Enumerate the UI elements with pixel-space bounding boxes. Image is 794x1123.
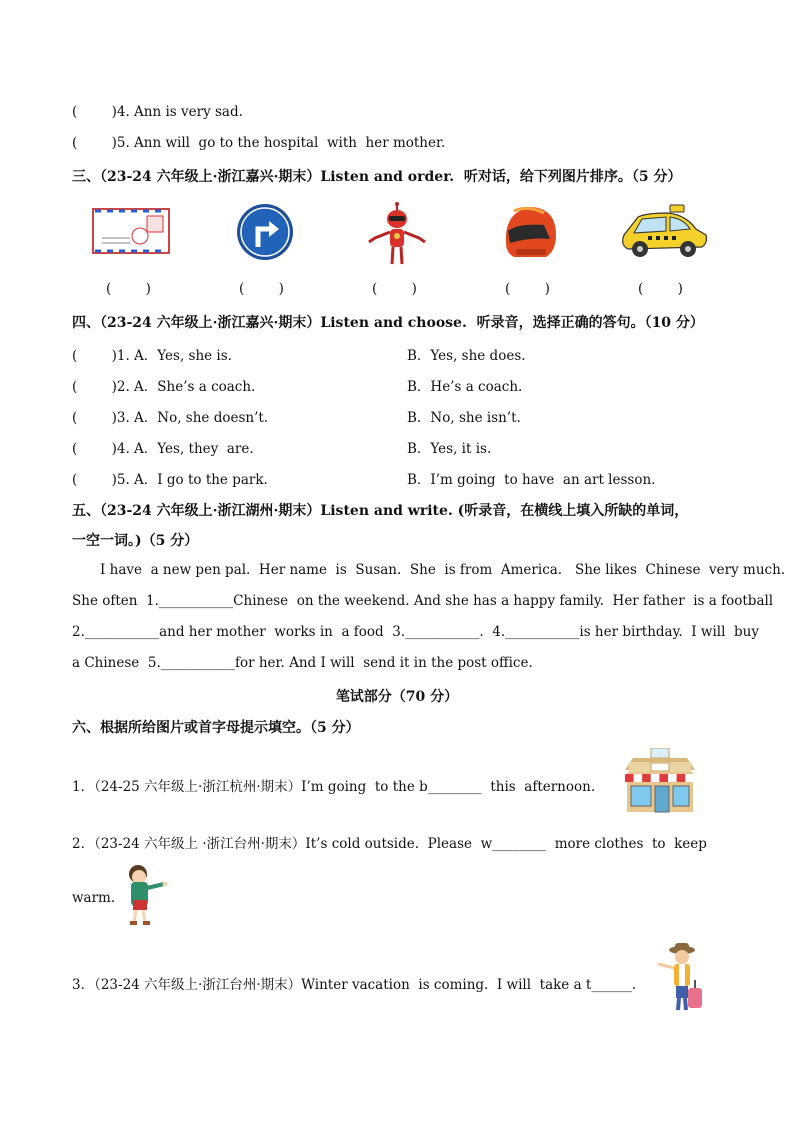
order-blank-4[interactable]: ( ) bbox=[505, 281, 550, 297]
girl-icon bbox=[120, 862, 170, 928]
passage-line-1: I have a new pen pal. Her name is Susan. She is from America. She likes Chinese very much. bbox=[100, 562, 786, 578]
question-5: ( )5. Ann will go to the hospital with her mother. bbox=[72, 135, 446, 151]
s4-q1-option-b: B．Yes, she does. bbox=[407, 348, 526, 364]
order-blank-1[interactable]: ( ) bbox=[106, 281, 151, 297]
section-6-heading: 六、根据所给图片或首字母提示填空。（5 分） bbox=[72, 720, 360, 736]
section-3-heading: 三、（23-24 六年级上·浙江嘉兴·期末）Listen and order. 听对话，给下列图片排序。（5 分） bbox=[72, 169, 682, 185]
passage-line-4: a Chinese 5.___________for her. And I will send it in the post office. bbox=[72, 655, 533, 671]
section-5-heading-line-1: 五、（23-24 六年级上·浙江湖州·期末）Listen and write. (听录音，在横线上填入所缺的单词， bbox=[72, 503, 689, 519]
s4-q4-option-a: ( )4. A．Yes, they are. bbox=[72, 441, 254, 457]
s4-q4-option-b: B．Yes, it is. bbox=[407, 441, 492, 457]
s6-question-2-line-1: 2．（23-24 六年级上 ·浙江台州·期末）It’s cold outside. Please w________ more clothes to keep bbox=[72, 836, 707, 852]
robot-icon bbox=[365, 202, 429, 268]
order-blank-2[interactable]: ( ) bbox=[239, 281, 284, 297]
helmet-icon bbox=[500, 203, 560, 261]
order-blank-3[interactable]: ( ) bbox=[372, 281, 417, 297]
bookstore-icon bbox=[621, 748, 699, 814]
s4-q2-option-b: B．He’s a coach. bbox=[407, 379, 523, 395]
s6-question-1: 1．（24-25 六年级上·浙江杭州·期末）I’m going to the b________ this afternoon. bbox=[72, 779, 596, 795]
turn-right-sign-icon bbox=[236, 203, 294, 261]
s4-q2-option-a: ( )2. A．She’s a coach. bbox=[72, 379, 256, 395]
s4-q3-option-b: B．No, she isn’t. bbox=[407, 410, 521, 426]
order-blank-5[interactable]: ( ) bbox=[638, 281, 683, 297]
s6-question-2-line-2: warm. bbox=[72, 890, 116, 906]
passage-line-2: She often 1.___________Chinese on the weekend. And she has a happy family. Her father is a football bbox=[72, 593, 774, 609]
written-part-title: 笔试部分（70 分） bbox=[335, 689, 459, 705]
question-4: ( )4. Ann is very sad. bbox=[72, 104, 243, 120]
section-5-heading-line-2: 一空一词。)（5 分） bbox=[72, 533, 199, 549]
taxi-icon bbox=[618, 203, 710, 261]
s4-q1-option-a: ( )1. A．Yes, she is. bbox=[72, 348, 232, 364]
section-4-heading: 四、（23-24 六年级上·浙江嘉兴·期末）Listen and choose. 听录音，选择正确的答句。（10 分） bbox=[72, 315, 704, 331]
s4-q5-option-a: ( )5. A．I go to the park. bbox=[72, 472, 268, 488]
s4-q3-option-a: ( )3. A．No, she doesn’t. bbox=[72, 410, 269, 426]
envelope-icon bbox=[92, 208, 170, 254]
s4-q5-option-b: B．I’m going to have an art lesson. bbox=[407, 472, 656, 488]
passage-line-3: 2.___________and her mother works in a food 3.___________. 4.___________is her birthday. I will buy bbox=[72, 624, 759, 640]
s6-question-3: 3．（23-24 六年级上·浙江台州·期末）Winter vacation is coming. I will take a t______. bbox=[72, 977, 637, 993]
traveler-icon bbox=[652, 940, 706, 1016]
